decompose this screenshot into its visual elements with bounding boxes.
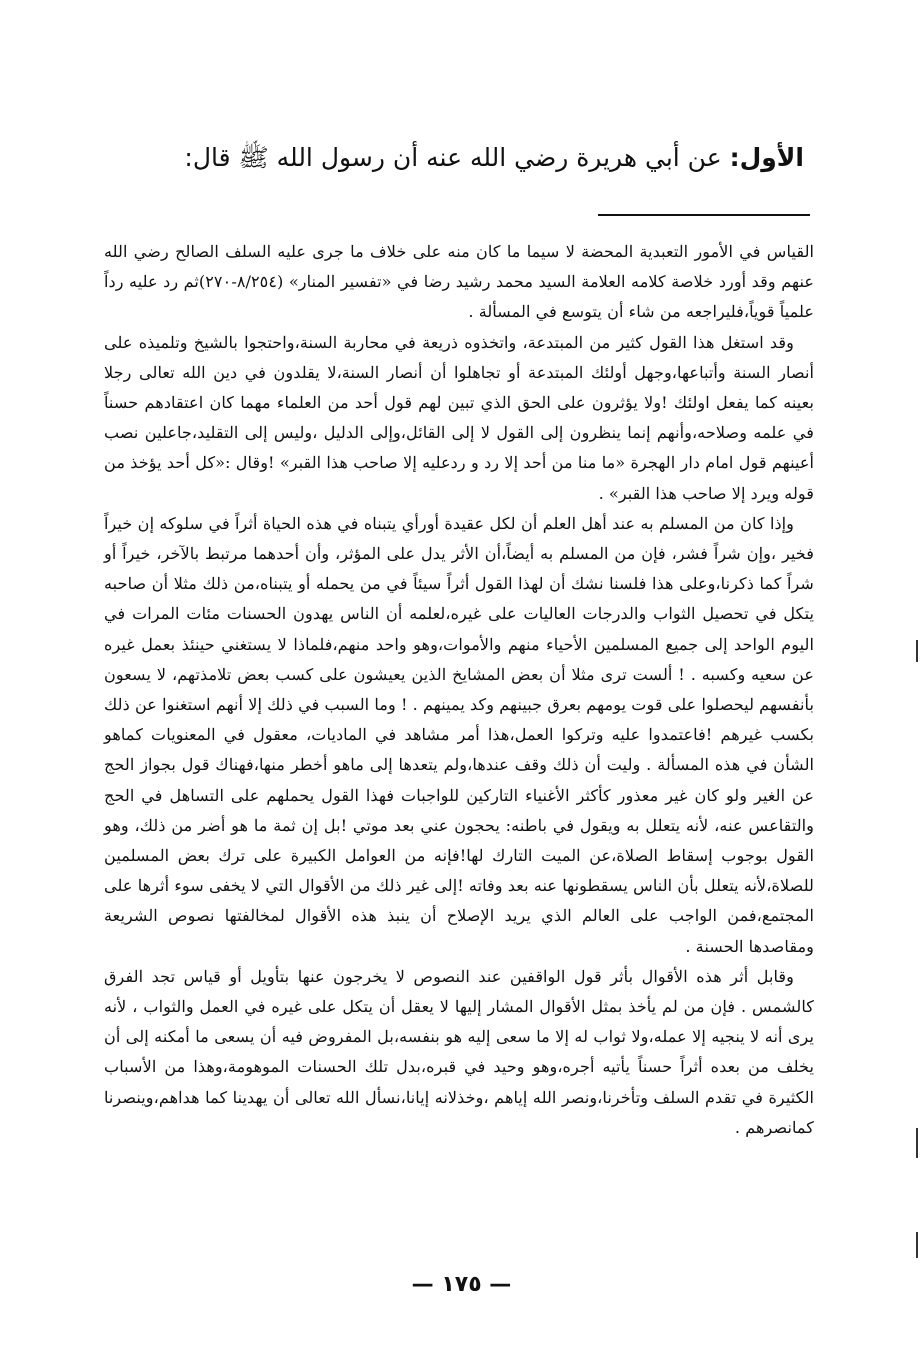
separator-line bbox=[598, 214, 810, 216]
heading-label: الأول: bbox=[729, 143, 804, 172]
section-heading bbox=[184, 142, 804, 179]
paragraph: وقد استغل هذا القول كثير من المبتدعة، واتخذوه ذريعة في محاربة السنة،واحتجوا بالشيخ وتلميذه على أنصار السنة وأتباعها،وجهل أولئك المبتدعة أو تجاهلوا أن أنصار السنة،لا يقلدون في دين الله تعالى رجلا بعينه كما يفعل اولئك !ولا يؤثرون على الحق الذي تبين لهم قول أحد من العلماء مهما كان اعتقادهم حسناً في علمه وصلاحه،وأنهم إنما ينظرون إلى القول لا إلى القائل،وإلى الدليل ،وليس إلى التقليد،جاعلين نصب أعينهم قول امام دار الهجرة «ما منا من أحد إلا رد و ردعليه إلا صاحب هذا القبر» !وقال :«كل أحد يؤخذ من قوله ويرد إلا صاحب هذا القبر» . bbox=[104, 332, 814, 503]
paragraph: وإذا كان من المسلم به عند أهل العلم أن لكل عقيدة أورأي يتبناه في هذه الحياة أثراً في سلوكه إن خيراً فخير ،وإن شراً فشر، فإن من المسلم به أيضاً،أن الأثر يدل على المؤثر، وأن أحدهما مرتبط بالآخر، خيراً أو شراً كما ذكرنا،وعلى هذا فلسنا نشك أن لهذا القول أثراً سيئاً في من يحمله أو يتبناه،من ذلك مثلا أن صاحبه يتكل في تحصيل الثواب والدرجات العاليات على غيره،لعلمه أن الناس يهدون الحسنات مئات المرات في اليوم الواحد إلى جميع المسلمين الأحياء منهم والأموات،وهو واحد منهم،فلماذا لا يستغني حينئذ بعمل غيره عن سعيه وكسبه . ! ألست ترى مثلا أن بعض المشايخ الذين يعيشون على كسب بعض تلامذتهم، لا يسعون بأنفسهم ليحصلوا على قوت يومهم بعرق جبينهم وكد يمينهم . ! وما السبب في ذلك إلا أنهم استغنوا عن ذلك بكسب غيرهم !فاعتمدوا عليه وتركوا العمل،هذا أمر مشاهد في الماديات، معقول في المعنويات كماهو الشأن في هذه المسألة . وليت أن ذلك وقف عندها،ولم يتعدها إلى ماهو أخطر منها،فهناك قول بجواز الحج عن الغير ولو كان غير معذور كأكثر الأغنياء التاركين للواجبات فهذا القول يحملهم على التساهل في الحج والتقاعس عنه، لأنه يتعلل به ويقول في باطنه: يحجون عني بعد موتي !بل إن ثمة ما هو أضر من ذلك، وهو القول بوجوب إسقاط الصلاة،عن الميت التارك لها!فإنه من العوامل الكبيرة على ترك بعض المسلمين للصلاة،لأنه يتعلل بأن الناس يسقطونها عنه بعد وفاته !إلى غير ذلك من الأقوال التي لا يخفى سوء أثرها على المجتمع،فمن الواجب على العالم الذي يريد الإصلاح أن ينبذ هذه الأقوال لمخالفتها نصوص الشريعة ومقاصدها الحسنة . bbox=[104, 513, 814, 956]
scan-edge-mark bbox=[916, 640, 918, 662]
scan-edge-mark bbox=[916, 1232, 918, 1258]
body-text bbox=[104, 237, 814, 1143]
paragraph: القياس في الأمور التعبدية المحضة لا سيما ما كان منه على خلاف ما جرى عليه السلف الصالح رضي الله عنهم وقد أورد خلاصة كلامه العلامة السيد محمد رشيد رضا في «تفسير المنار» (٨/٢٥٤-٢٧٠)ثم رد عليه رداً علمياً قوياً،فليراجعه من شاء أن يتوسع في المسألة . bbox=[104, 242, 814, 322]
scan-edge-mark bbox=[916, 1128, 918, 1158]
heading-text: عن أبي هريرة رضي الله عنه أن رسول الله ﷺ قال: bbox=[184, 143, 722, 172]
page-number: — ١٧٥ — bbox=[411, 1272, 512, 1297]
paragraph: وقابل أثر هذه الأقوال بأثر قول الواقفين عند النصوص لا يخرجون عنها بتأويل أو قياس تجد الفرق كالشمس . فإن من لم يأخذ بمثل الأقوال المشار إليها لا يعقل أن يتكل على غيره في العمل والثواب ، لأنه يرى أنه لا ينجيه إلا عمله،ولا ثواب له إلا ما سعى إليه هو بنفسه،بل المفروض فيه أن يسعى ما أمكنه إلى أن يخلف من بعده أثراً حسناً يأتيه أجره،وهو وحيد في قبره،بدل تلك الحسنات الموهومة،وهذا من الأسباب الكثيرة في تقدم السلف وتأخرنا،ونصر الله إياهم ،وخذلانه إيانا،نسأل الله تعالى أن يهدينا كما هداهم،وينصرنا كمانصرهم . bbox=[104, 966, 814, 1137]
